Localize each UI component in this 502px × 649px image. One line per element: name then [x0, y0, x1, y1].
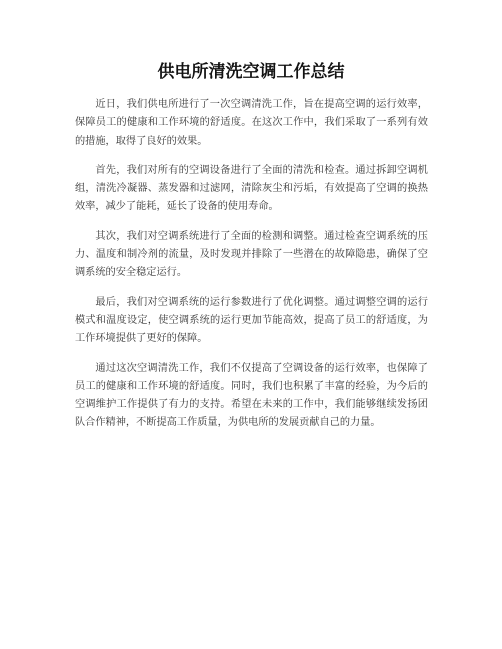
paragraph-second: 其次，我们对空调系统进行了全面的检测和调整。通过检查空调系统的压力、温度和制冷剂的流量，及时发现并排除了一些潜在的故障隐患，确保了空调系统的安全稳定运行。: [75, 230, 428, 279]
paragraph-conclusion: 通过这次空调清洗工作，我们不仅提高了空调设备的运行效率，也保障了员工的健康和工作环境的舒适度。同时，我们也积累了丰富的经验，为今后的空调维护工作提供了有力的支持。希望在未来的工作中，我们能够继续发扬团队合作精神，不断提高工作质量，为供电所的发展贡献自己的力量。: [75, 362, 428, 429]
paragraph-intro: 近日，我们供电所进行了一次空调清洗工作，旨在提高空调的运行效率，保障员工的健康和工作环境的舒适度。在这次工作中，我们采取了一系列有效的措施，取得了良好的效果。: [75, 99, 428, 147]
paragraph-last: 最后，我们对空调系统的运行参数进行了优化调整。通过调整空调的运行模式和温度设定，使空调系统的运行更加节能高效，提高了员工的舒适度，为工作环境提供了更好的保障。: [75, 296, 428, 345]
document-body: [75, 96, 428, 444]
paragraph-first: 首先，我们对所有的空调设备进行了全面的清洗和检查。通过拆卸空调机组，清洗冷凝器、蒸发器和过滤网，清除灰尘和污垢，有效提高了空调的换热效率，减少了能耗，延长了设备的使用寿命。: [75, 164, 428, 213]
document-title: 供电所清洗空调工作总结: [157, 62, 345, 82]
